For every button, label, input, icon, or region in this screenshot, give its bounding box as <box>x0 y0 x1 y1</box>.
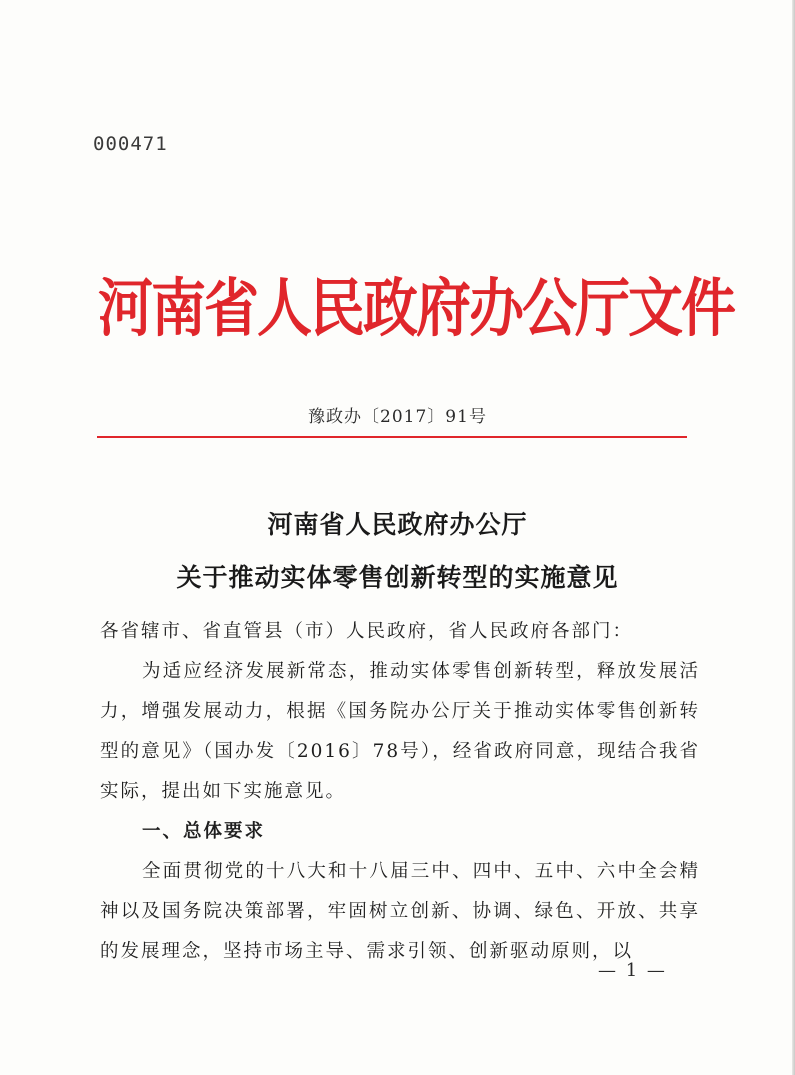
document-title-line2: 关于推动实体零售创新转型的实施意见 <box>176 563 619 592</box>
red-divider-line <box>97 436 687 438</box>
salutation: 各省辖市、省直管县（市）人民政府，省人民政府各部门： <box>100 621 634 642</box>
document-number: 豫政办〔2017〕91号 <box>308 407 487 427</box>
document-body <box>100 612 700 972</box>
serial-number: 000471 <box>93 133 168 155</box>
page-number: — 1 — <box>598 960 667 981</box>
section-heading: 一、总体要求 <box>142 821 266 842</box>
document-title-line1: 河南省人民政府办公厅 <box>267 510 528 539</box>
intro-paragraph: 为适应经济发展新常态，推动实体零售创新转型，释放发展活力，增强发展动力，根据《国务院办公厅关于推动实体零售创新转型的意见》（国办发〔2016〕78号），经省政府同意，现结合我省实际，提出如下实施意见。 <box>100 661 700 802</box>
section-paragraph: 全面贯彻党的十八大和十八届三中、四中、五中、六中全会精神以及国务院决策部署，牢固树立创新、协调、绿色、开放、共享的发展理念，坚持市场主导、需求引领、创新驱动原则，以 <box>100 861 700 962</box>
document-masthead: 河南省人民政府办公厅文件 <box>98 271 735 345</box>
